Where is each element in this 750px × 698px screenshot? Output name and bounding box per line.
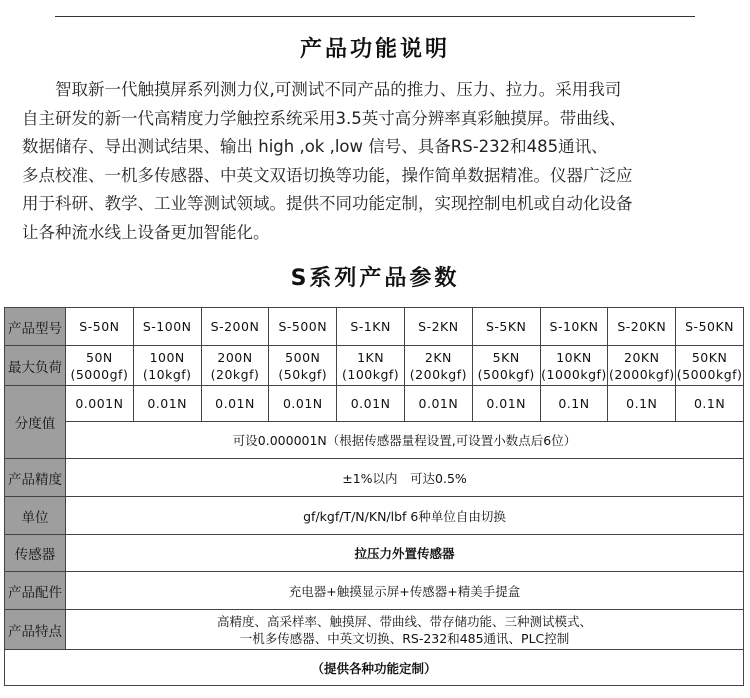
label-model: 产品型号 (5, 308, 66, 346)
unit-value: gf/kgf/T/N/KN/lbf 6种单位自由切换 (66, 497, 744, 535)
model-cell: S-500N (269, 308, 337, 346)
model-cell: S-100N (133, 308, 201, 346)
label-sensor: 传感器 (5, 535, 66, 572)
accessories-value: 充电器+触摸显示屏+传感器+精美手提盒 (66, 572, 744, 610)
max-load-cell: 50N (5000gf) (66, 346, 134, 386)
description-line: 数据储存、导出测试结果、输出 high ,ok ,low 信号、具备RS-232和485通讯、 (22, 137, 608, 156)
heading-s-series-params: S系列产品参数 (290, 266, 460, 291)
label-features: 产品特点 (5, 610, 66, 650)
heading-product-function: 产品功能说明 (299, 37, 450, 62)
max-load-cell: 500N (50kgf) (269, 346, 337, 386)
label-resolution: 分度值 (5, 386, 66, 459)
max-load-cell: 5KN (500kgf) (472, 346, 540, 386)
model-cell: S-1KN (337, 308, 405, 346)
resolution-note: 可设0.000001N（根据传感器量程设置,可设置小数点后6位） (66, 422, 744, 459)
product-description (22, 76, 730, 247)
max-load-cell: 1KN (100kgf) (337, 346, 405, 386)
description-line: 让各种流水线上设备更加智能化。 (22, 222, 270, 242)
resolution-cell: 0.01N (472, 386, 540, 422)
custom-note: （提供各种功能定制） (5, 650, 744, 686)
max-load-cell: 2KN (200kgf) (404, 346, 472, 386)
model-cell: S-200N (201, 308, 269, 346)
max-load-cell: 50KN (5000kgf) (676, 346, 744, 386)
row-model (5, 308, 744, 346)
description-line: 智取新一代触摸屏系列测力仪,可测试不同产品的推力、压力、拉力。采用我司 (22, 80, 622, 99)
resolution-cell: 0.01N (337, 386, 405, 422)
description-line: 多点校准、一机多传感器、中英文双语切换等功能，操作简单数据精准。仪器广泛应 (22, 165, 633, 185)
resolution-cell: 0.01N (404, 386, 472, 422)
model-cell: S-5KN (472, 308, 540, 346)
features-line: 一机多传感器、中英文切换、RS-232和485通讯、PLC控制 (239, 630, 570, 646)
label-unit: 单位 (5, 497, 66, 535)
sensor-value: 拉压力外置传感器 (66, 535, 744, 572)
resolution-cell: 0.1N (676, 386, 744, 422)
row-sensor (5, 535, 744, 572)
label-accessories: 产品配件 (5, 572, 66, 610)
model-cell: S-20KN (608, 308, 676, 346)
model-cell: S-50N (66, 308, 134, 346)
row-unit (5, 497, 744, 535)
max-load-cell: 100N (10kgf) (133, 346, 201, 386)
resolution-cell: 0.01N (133, 386, 201, 422)
label-max-load: 最大负荷 (5, 346, 66, 386)
row-custom (5, 650, 744, 686)
features-line: 高精度、高采样率、触摸屏、带曲线、带存储功能、三种测试模式、 (216, 613, 592, 629)
max-load-cell: 10KN (1000kgf) (540, 346, 608, 386)
label-accuracy: 产品精度 (5, 459, 66, 497)
resolution-cell: 0.01N (269, 386, 337, 422)
resolution-cell: 0.1N (540, 386, 608, 422)
top-divider (55, 16, 695, 17)
accuracy-value: ±1%以内 可达0.5% (66, 459, 744, 497)
max-load-cell: 200N (20kgf) (201, 346, 269, 386)
row-resolution-note (5, 422, 744, 459)
resolution-cell: 0.001N (66, 386, 134, 422)
max-load-cell: 20KN (2000kgf) (608, 346, 676, 386)
resolution-cell: 0.1N (608, 386, 676, 422)
model-cell: S-50KN (676, 308, 744, 346)
row-features (5, 610, 744, 650)
features-value (66, 610, 744, 650)
model-cell: S-10KN (540, 308, 608, 346)
row-resolution (5, 386, 744, 422)
model-cell: S-2KN (404, 308, 472, 346)
resolution-cell: 0.01N (201, 386, 269, 422)
description-line: 用于科研、教学、工业等测试领域。提供不同功能定制，实现控制电机或自动化设备 (22, 194, 633, 213)
row-accessories (5, 572, 744, 610)
row-max-load (5, 346, 744, 386)
description-line: 自主研发的新一代高精度力学触控系统采用3.5英寸高分辨率真彩触摸屏。带曲线、 (22, 108, 626, 128)
row-accuracy (5, 459, 744, 497)
spec-table (4, 307, 744, 686)
